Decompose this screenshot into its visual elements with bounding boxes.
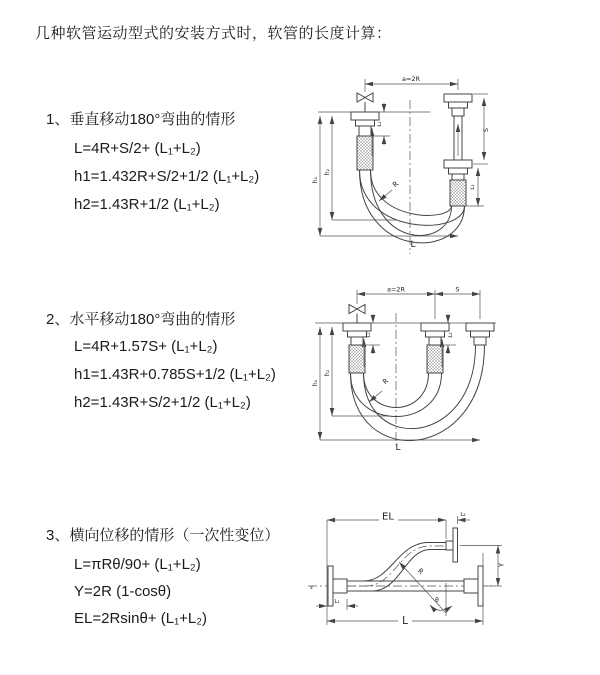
dimension-lines-3 [308, 516, 502, 625]
dim-r-label: R [391, 179, 401, 190]
dim-theta-label: θ [435, 597, 439, 604]
braided-sleeve [427, 345, 443, 373]
hose-curves-2 [351, 345, 485, 441]
dim-l-label: L [410, 240, 416, 250]
dim-r-label: R [415, 566, 425, 577]
dimension-labels-3 [310, 510, 506, 627]
page-title: 几种软管运动型式的安装方式时，软管的长度计算： [35, 25, 392, 42]
braided-sleeve [357, 136, 373, 170]
dim-l1-label: L₁ [334, 599, 340, 605]
braided-sleeve [349, 345, 365, 373]
dim-el-label: EL [382, 511, 394, 523]
braided-sleeve [450, 180, 466, 206]
dim-l2-label: L₂ [460, 512, 466, 518]
diagram-horizontal-180-bend [310, 283, 600, 458]
dim-l1-label: L₁ [366, 332, 372, 338]
diagram-lateral-displacement [300, 503, 600, 663]
hose-curves-1 [360, 170, 465, 243]
formula-h2-1: h2=1.43R+1/2 (L₁+L₂) [74, 196, 220, 213]
formula-h1-1: h1=1.432R+S/2+1/2 (L₁+L₂) [74, 168, 260, 185]
displaced-flange [453, 528, 458, 562]
formula-h1-2: h1=1.43R+0.785S+1/2 (L₁+L₂) [74, 366, 276, 383]
right-flange [478, 566, 483, 606]
dim-y-label: Y [497, 562, 506, 568]
formula-h2-2: h2=1.43R+S/2+1/2 (L₁+L₂) [74, 394, 251, 411]
formula-EL-3: EL=2Rsinθ+ (L₁+L₂) [74, 610, 208, 627]
dimension-lines-2 [315, 290, 496, 445]
formula-L-2: L=4R+1.57S+ (L₁+L₂) [74, 338, 218, 355]
radius-leader [379, 190, 392, 201]
left-flange [328, 566, 333, 606]
section-2-heading: 2、水平移动180°弯曲的情形 [46, 311, 236, 328]
hose-curves-3 [347, 543, 446, 592]
dim-h1-label: h₁ [312, 176, 319, 184]
valve-icon [349, 305, 365, 314]
dim-l2-label: L₂ [448, 332, 454, 338]
dim-l-label: L [402, 615, 408, 627]
formula-L-3: L=πRθ/90+ (L₁+L₂) [74, 556, 201, 573]
dim-s-label: S [482, 127, 490, 133]
dim-h2-label: h₂ [324, 369, 331, 377]
dim-l2-label: L₂ [470, 184, 476, 190]
formula-L-1: L=4R+S/2+ (L₁+L₂) [74, 140, 201, 157]
section-3-heading: 3、横向位移的情形（一次性变位） [46, 527, 280, 544]
dim-r-label: R [381, 376, 391, 387]
section-1-heading: 1、垂直移动180°弯曲的情形 [46, 111, 236, 128]
diagram-vertical-180-bend [310, 70, 600, 262]
dim-a2r-label: a=2R [401, 75, 421, 83]
dim-l-label: L [395, 443, 401, 453]
dim-s-label: S [455, 285, 460, 294]
dim-a2r-label: a=2R [386, 285, 406, 294]
centerline-mark: z [310, 585, 313, 591]
valve-icon [357, 93, 373, 102]
dim-l1-label: L₁ [377, 121, 383, 127]
formula-Y-3: Y=2R (1-cosθ) [74, 583, 172, 600]
dim-h1-label: h₁ [312, 379, 319, 387]
dim-h2-label: h₂ [324, 168, 331, 176]
pipe-fittings-1 [351, 93, 472, 206]
pipe-fittings-2 [343, 305, 494, 374]
